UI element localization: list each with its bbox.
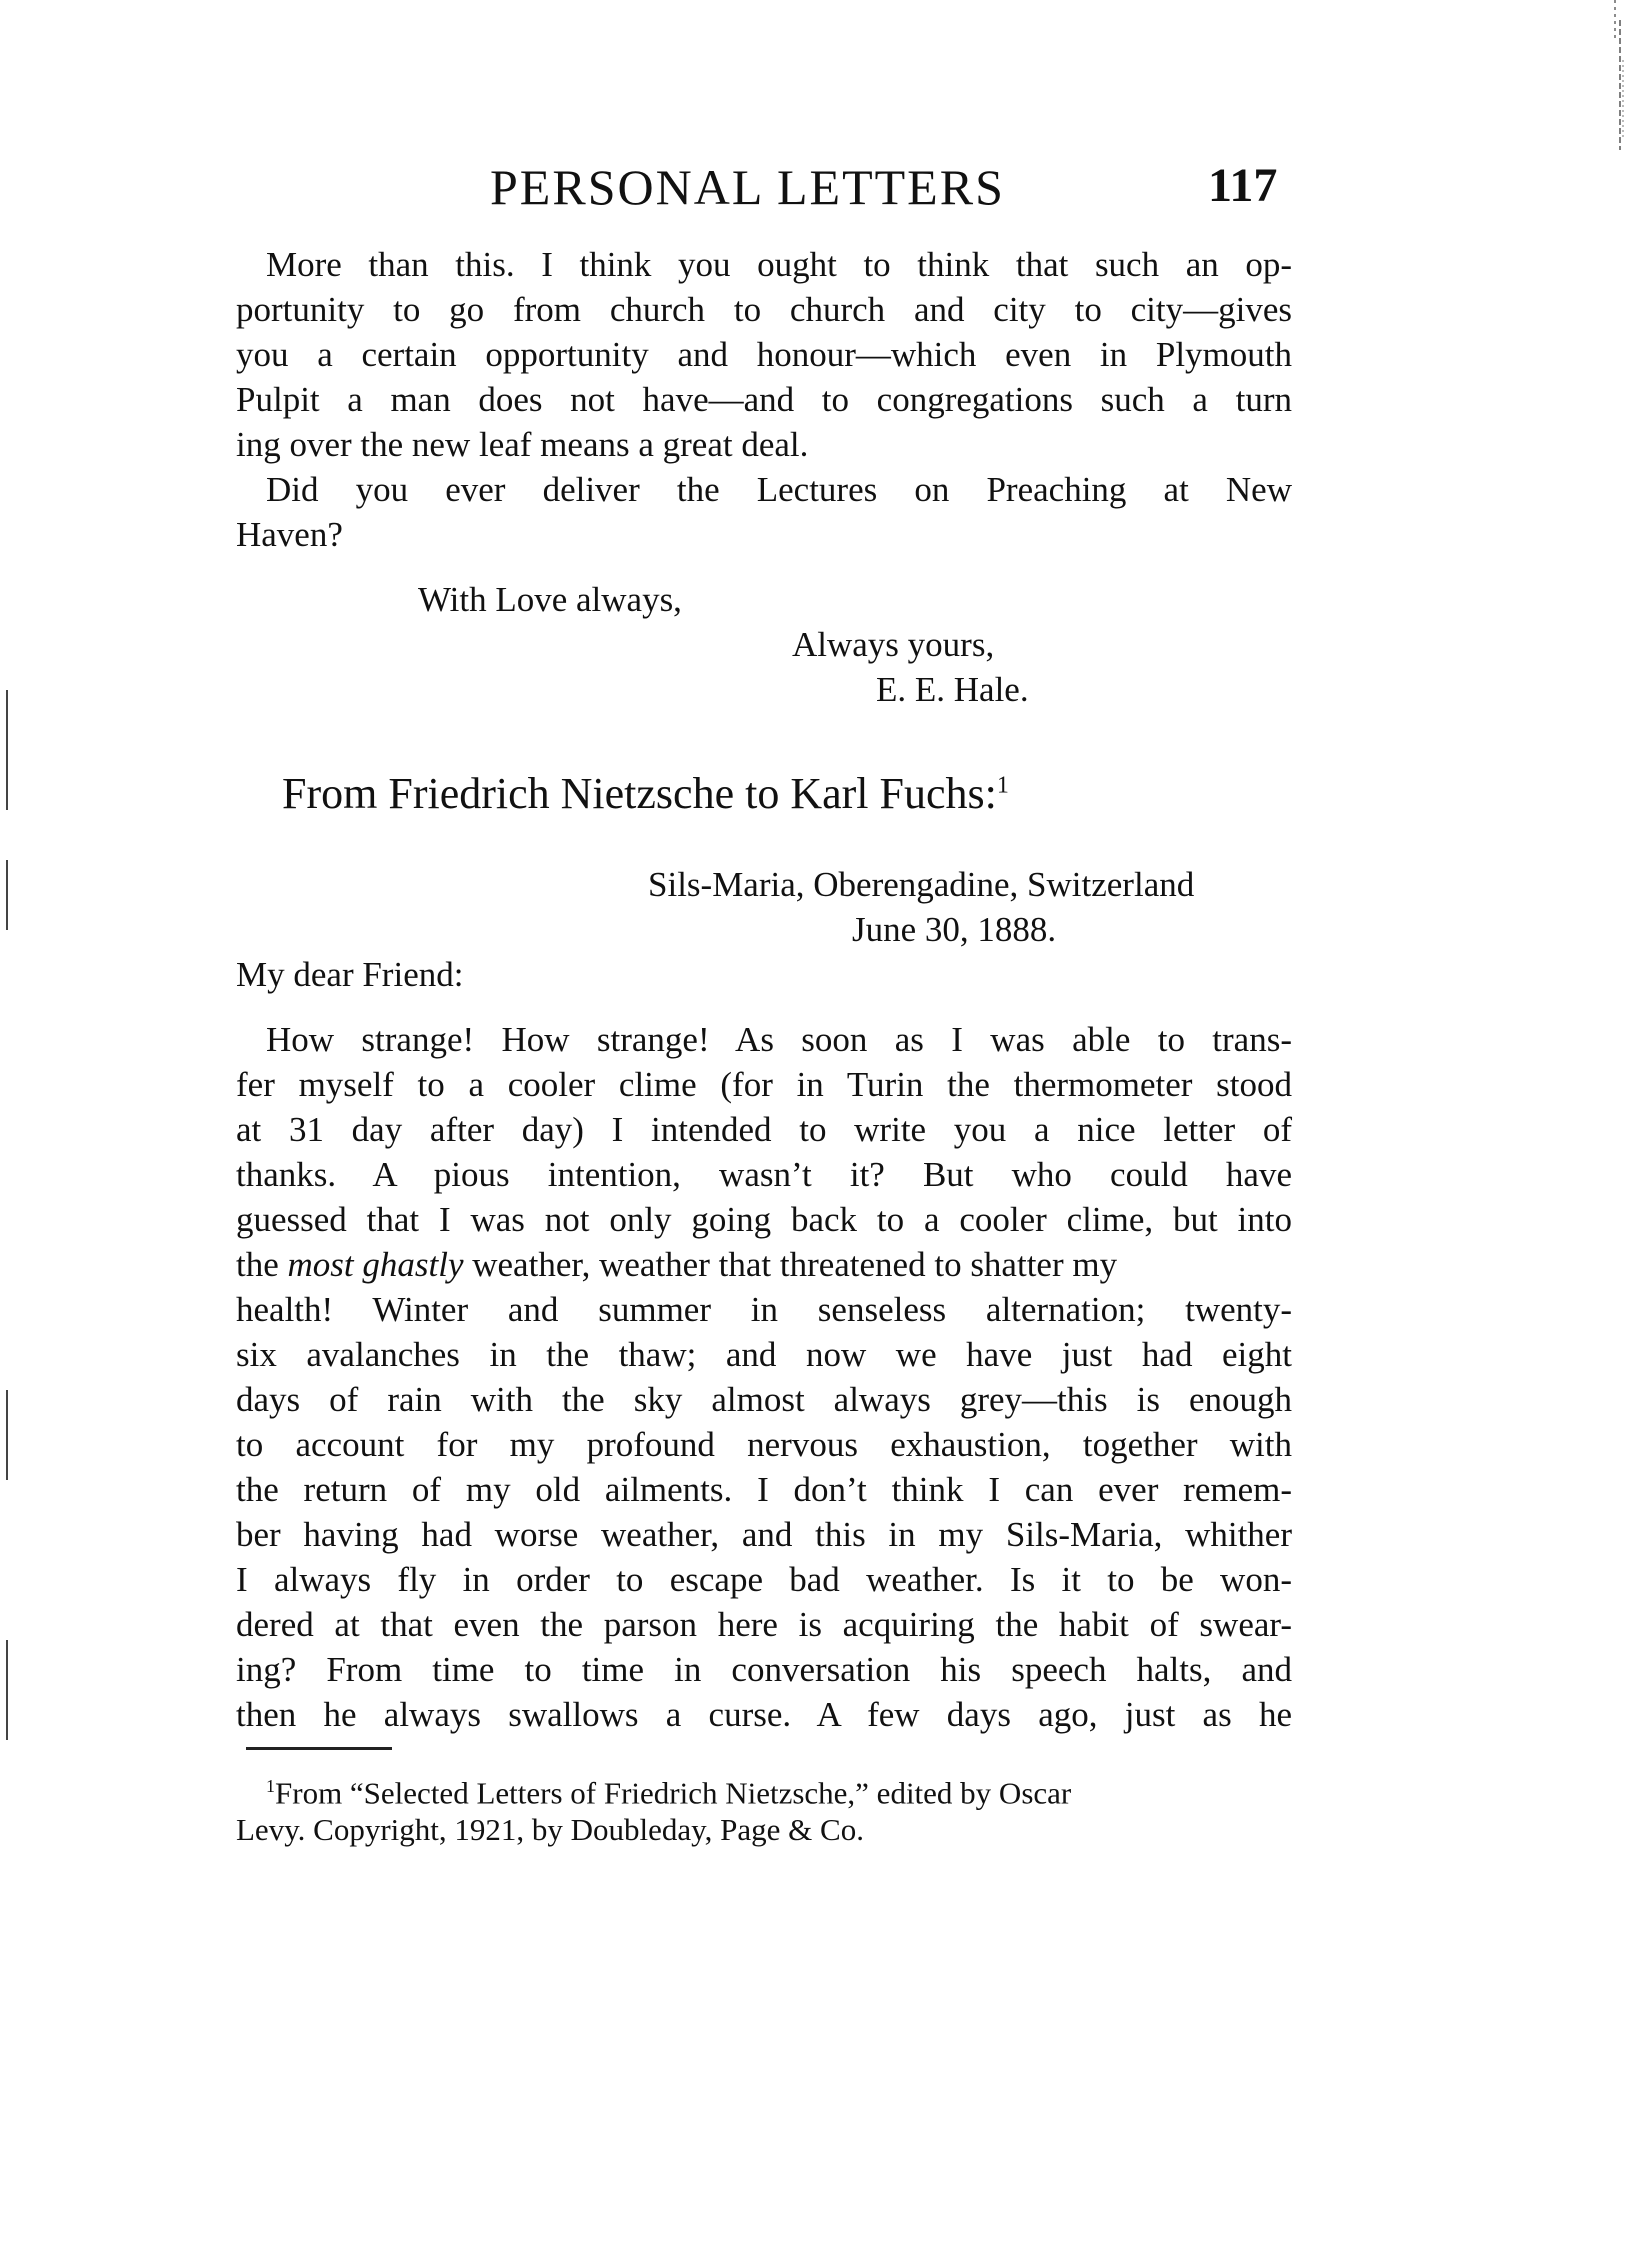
text-line: ing over the new leaf means a great deal.	[236, 425, 809, 464]
text-line: to account for my profound nervous exhaustion, together with	[236, 1425, 1292, 1464]
footnote-line	[266, 1768, 1071, 1811]
scan-left-edge-line	[6, 1390, 8, 1480]
footnote-rule	[246, 1747, 392, 1750]
text-line: Haven?	[236, 515, 343, 554]
text-line: portunity to go from church to church and city to city—gives	[236, 290, 1292, 329]
letter-date: June 30, 1888.	[852, 910, 1057, 949]
text-line: I always fly in order to escape bad weather. Is it to be won-	[236, 1560, 1292, 1599]
scan-left-edge-line	[6, 690, 8, 810]
letter-place: Sils-Maria, Oberengadine, Switzerland	[648, 865, 1195, 904]
text-line: Pulpit a man does not have—and to congregations such a turn	[236, 380, 1292, 419]
scan-edge-marks	[1611, 0, 1625, 150]
text-line: health! Winter and summer in senseless alternation; twenty-	[236, 1290, 1292, 1329]
valediction: Always yours,	[792, 625, 995, 664]
text-line: guessed that I was not only going back to a cooler clime, but into	[236, 1200, 1292, 1239]
footnote-ref: 1	[996, 772, 1009, 799]
text-line	[236, 1245, 1117, 1285]
scan-left-edge-line	[6, 1640, 8, 1740]
footnote-line: Levy. Copyright, 1921, by Doubleday, Page & Co.	[236, 1812, 864, 1847]
salutation: My dear Friend:	[236, 955, 464, 994]
text-line: ing? From time to time in conversation his speech halts, and	[236, 1650, 1292, 1689]
text-line: six avalanches in the thaw; and now we have just had eight	[236, 1335, 1292, 1374]
text-line: days of rain with the sky almost always grey—this is enough	[236, 1380, 1292, 1419]
running-head: PERSONAL LETTERS	[490, 159, 1005, 215]
text-line: at 31 day after day) I intended to write you a nice letter of	[236, 1110, 1292, 1149]
signature: E. E. Hale.	[876, 670, 1029, 709]
text-line: ber having had worse weather, and this in my Sils-Maria, whither	[236, 1515, 1292, 1554]
page-number: 117	[1208, 159, 1278, 212]
text-line: the return of my old ailments. I don’t think I can ever remem-	[236, 1470, 1292, 1509]
text-line: More than this. I think you ought to think that such an op-	[266, 245, 1292, 284]
closing: With Love always,	[418, 580, 682, 619]
text-segment: weather, weather that threatened to shatter my	[463, 1245, 1118, 1284]
text-segment: the	[236, 1245, 288, 1284]
text-line: you a certain opportunity and honour—which even in Plymouth	[236, 335, 1292, 374]
scan-left-edge-line	[6, 860, 8, 930]
footnote-text: From “Selected Letters of Friedrich Nietzsche,” edited by Oscar	[275, 1775, 1072, 1811]
footnote-marker: 1	[266, 1776, 275, 1796]
text-line: dered at that even the parson here is acquiring the habit of swear-	[236, 1605, 1292, 1644]
letter-heading	[282, 768, 1009, 819]
text-line: How strange! How strange! As soon as I was able to trans-	[266, 1020, 1292, 1059]
emphasis-text: most ghastly	[287, 1245, 464, 1284]
text-line: thanks. A pious intention, wasn’t it? But who could have	[236, 1155, 1292, 1194]
text-line: fer myself to a cooler clime (for in Turin the thermometer stood	[236, 1065, 1292, 1104]
letter-heading-text: From Friedrich Nietzsche to Karl Fuchs:	[282, 769, 997, 818]
text-line: Did you ever deliver the Lectures on Preaching at New	[266, 470, 1292, 509]
text-line: then he always swallows a curse. A few days ago, just as he	[236, 1695, 1292, 1734]
